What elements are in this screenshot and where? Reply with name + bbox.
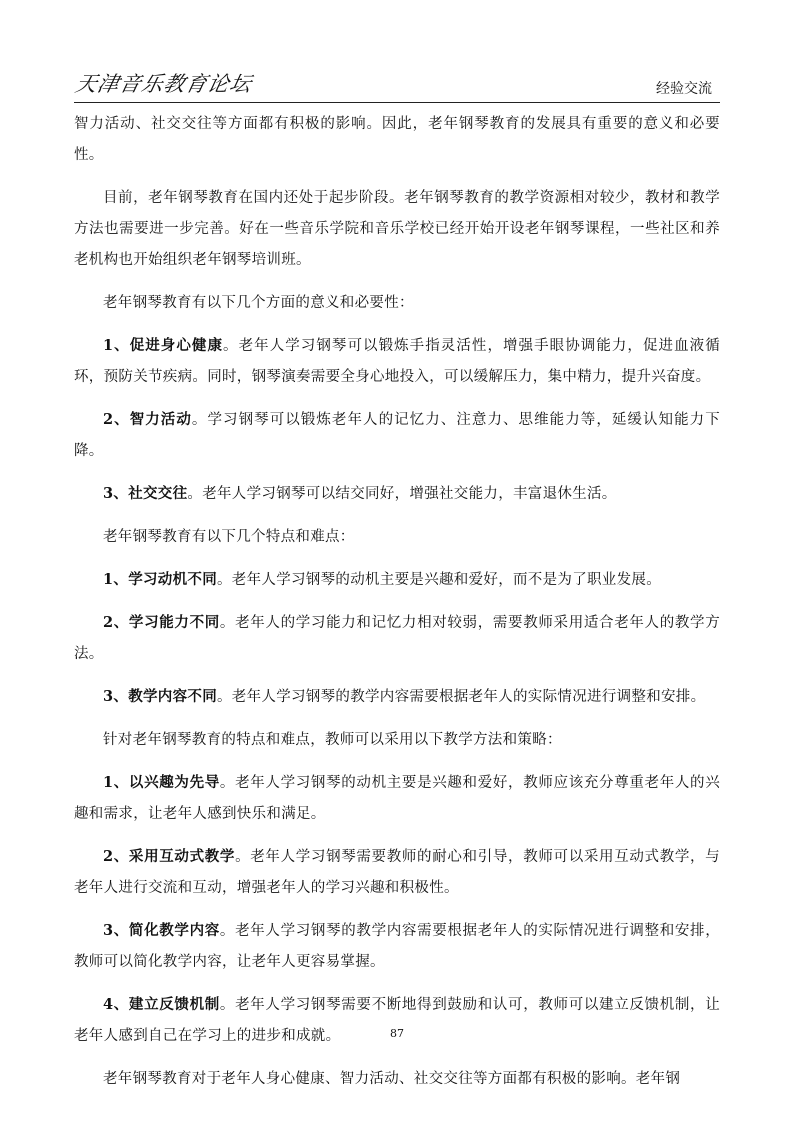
paragraph — [74, 767, 720, 830]
paragraph — [74, 915, 720, 978]
paragraph-lead: 3、社交交往 — [103, 485, 188, 502]
paragraph — [74, 478, 720, 510]
paragraph-text: 。老年人学习钢琴的动机主要是兴趣和爱好，而不是为了职业发展。 — [217, 572, 661, 588]
paragraph-text: 老年钢琴教育有以下几个特点和难点： — [103, 529, 355, 545]
paragraph — [74, 989, 720, 1052]
article-body — [74, 108, 720, 1106]
paragraph-text: 。老年人学习钢琴的动机主要是兴趣和爱好，教师应该充分尊重老年人的兴趣和需求，让老年人感到快乐和满足。 — [74, 775, 720, 822]
paragraph-lead: 1、学习动机不同 — [103, 571, 217, 588]
paragraph-lead: 1、以兴趣为先导 — [103, 774, 220, 791]
paragraph-lead: 4、建立反馈机制 — [103, 996, 220, 1013]
paragraph — [74, 287, 720, 319]
paragraph-lead: 3、简化教学内容 — [103, 922, 220, 939]
paragraph — [74, 564, 720, 596]
paragraph — [74, 841, 720, 904]
paragraph-lead: 2、学习能力不同 — [103, 614, 220, 631]
paragraph — [74, 108, 720, 171]
paragraph — [74, 404, 720, 467]
journal-logo: 天津音乐教育论坛 — [73, 72, 255, 96]
paragraph — [74, 330, 720, 393]
paragraph-text: 。老年人学习钢琴需要不断地得到鼓励和认可，教师可以建立反馈机制，让老年人感到自己在学习上的进步和成就。 — [74, 997, 720, 1044]
paragraph-text: 。老年人的学习能力和记忆力相对较弱，需要教师采用适合老年人的教学方法。 — [74, 615, 720, 662]
paragraph — [74, 681, 720, 713]
paragraph-text: 老年钢琴教育对于老年人身心健康、智力活动、社交交往等方面都有积极的影响。老年钢 — [103, 1071, 681, 1087]
paragraph-text: 目前，老年钢琴教育在国内还处于起步阶段。老年钢琴教育的教学资源相对较少，教材和教学方法也需要进一步完善。好在一些音乐学院和音乐学校已经开始开设老年钢琴课程，一些社区和养老机构也开始组织老年钢琴培训班。 — [74, 190, 720, 268]
paragraph-text: 智力活动、社交交往等方面都有积极的影响。因此，老年钢琴教育的发展具有重要的意义和必要性。 — [74, 116, 720, 163]
paragraph — [74, 182, 720, 276]
paragraph-text: 。老年人学习钢琴可以锻炼手指灵活性，增强手眼协调能力，促进血液循环，预防关节疾病。同时，钢琴演奏需要全身心地投入，可以缓解压力，集中精力，提升兴奋度。 — [74, 338, 720, 385]
paragraph-text: 。老年人学习钢琴的教学内容需要根据老年人的实际情况进行调整和安排，教师可以简化教学内容，让老年人更容易掌握。 — [74, 923, 720, 970]
paragraph — [74, 521, 720, 553]
page-number: 87 — [390, 1027, 404, 1040]
paragraph-lead: 3、教学内容不同 — [103, 688, 217, 705]
paragraph-text: 老年钢琴教育有以下几个方面的意义和必要性： — [103, 295, 414, 311]
page-header — [74, 66, 720, 103]
paragraph — [74, 1063, 720, 1095]
paragraph-lead: 2、采用互动式教学 — [103, 848, 236, 865]
paragraph — [74, 607, 720, 670]
paragraph-lead: 1、促进身心健康 — [103, 337, 224, 354]
section-label: 经验交流 — [656, 81, 712, 97]
paragraph-text: 。老年人学习钢琴需要教师的耐心和引导，教师可以采用互动式教学，与老年人进行交流和互动，增强老年人的学习兴趣和积极性。 — [74, 849, 720, 896]
paragraph-lead: 2、智力活动 — [103, 411, 192, 428]
paragraph — [74, 724, 720, 756]
paragraph-text: 。老年人学习钢琴可以结交同好，增强社交能力，丰富退休生活。 — [187, 486, 617, 502]
paragraph-text: 。老年人学习钢琴的教学内容需要根据老年人的实际情况进行调整和安排。 — [217, 689, 706, 705]
paragraph-text: 。学习钢琴可以锻炼老年人的记忆力、注意力、思维能力等，延缓认知能力下降。 — [74, 412, 721, 459]
paragraph-text: 针对老年钢琴教育的特点和难点，教师可以采用以下教学方法和策略： — [103, 732, 562, 748]
